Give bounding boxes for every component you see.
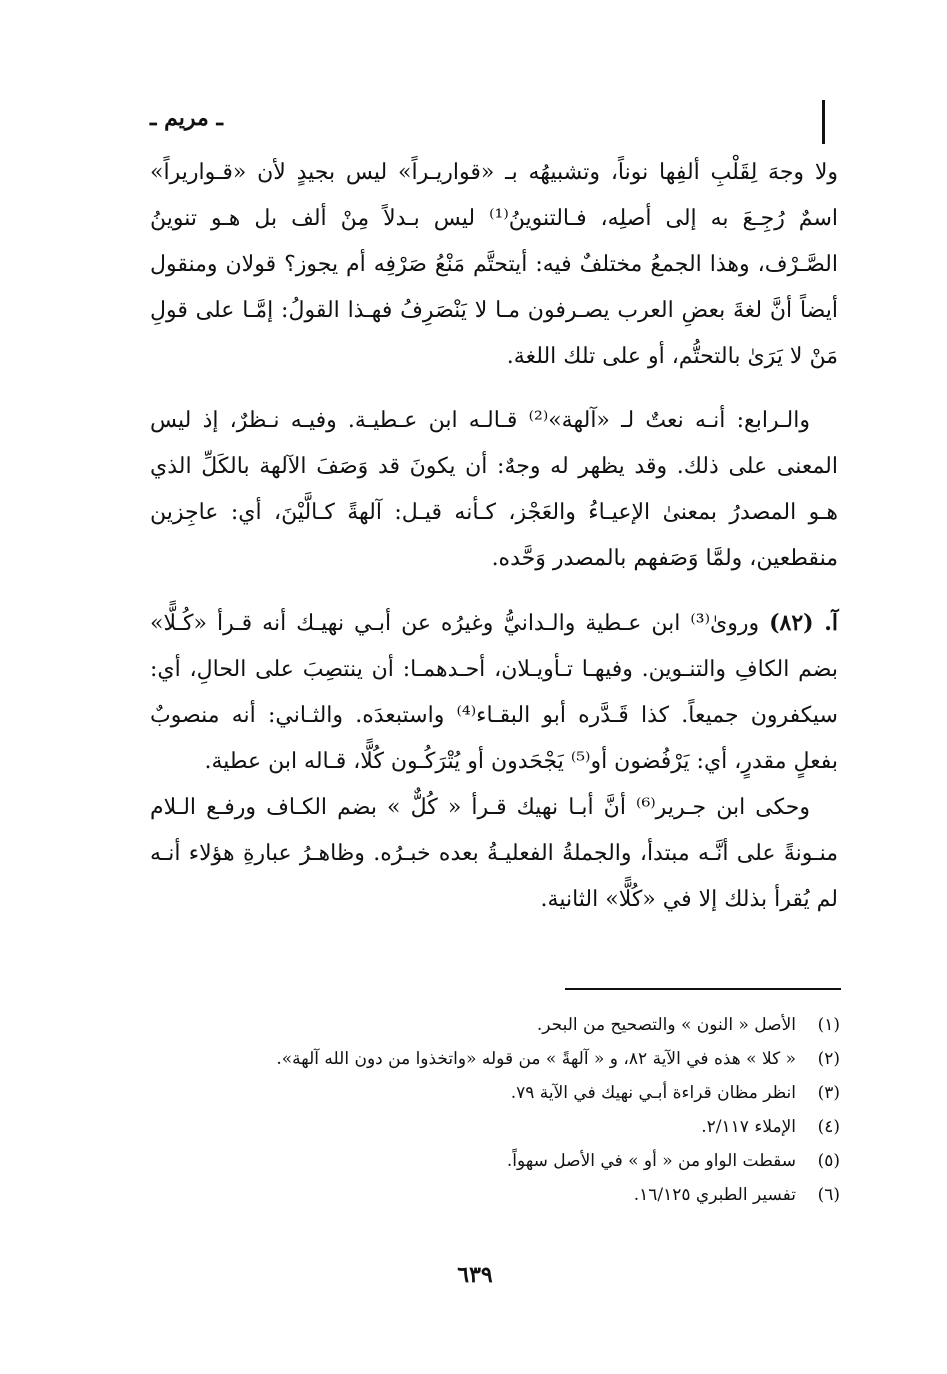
footnote-number: (٢) — [817, 1049, 840, 1069]
footnote-item — [150, 1076, 840, 1110]
footnote-number: (١) — [817, 1015, 840, 1035]
footnote-item — [150, 1178, 840, 1212]
footnote-text: الإملاء ٢/١١٧. — [701, 1117, 796, 1137]
footnote-item — [150, 1042, 840, 1076]
footnote-number: (٤) — [817, 1117, 840, 1137]
footnote-number: (٥) — [817, 1151, 840, 1171]
footnote-number: (٣) — [817, 1083, 840, 1103]
verse-marker: آ. (٨٢) — [769, 610, 839, 636]
footnote-number: (٦) — [817, 1185, 840, 1205]
main-text — [150, 150, 838, 923]
footnote-text: الأصل « النون » والتصحيح من البحر. — [536, 1015, 796, 1035]
running-title: ـ مريم ـ — [150, 105, 223, 131]
paragraph-4: وحكى ابن جـرير⁽⁶⁾ أنَّ أبـا نهيك قـرأ « كُلٌّ » بضم الكـاف ورفـع الـلام منـونةً على أنَّـه مبتدأ، والجملةُ الفعليـةُ بعده خبـرُه. وظاهـرُ عبارةِ هؤلاء أنـه لم يُقرأ بذلك إلا في «كُلًّا» الثانية. — [150, 795, 838, 912]
footnote-text: تفسير الطبري ١٦/١٢٥. — [633, 1185, 796, 1205]
footnotes — [150, 1008, 840, 1212]
footnote-item — [150, 1144, 840, 1178]
footnote-item — [150, 1110, 840, 1144]
footnote-text: « كلا » هذه في الآية ٨٢، و « آلهةً » من قوله «واتخذوا من دون الله آلهة». — [276, 1049, 796, 1069]
corner-mark — [822, 100, 825, 144]
paragraph-2: والـرابع: أنـه نعتٌ لـ «آلهة»⁽²⁾ قـالـه ابن عـطيـة. وفيـه نـظرٌ، إذ ليس المعنى على ذلك. وقد يظهر له وجهٌ: أن يكونَ قد وَصَفَ الآلهة بالكَلِّ الذي هـو المصدرُ بمعنىٰ الإعيـاءُ والعَجْز، كـأنه قيـل: آلهةً كـالَّيْنَ، أي: عاجِزين منقطعين، ولمَّا وَصَفهم بالمصدر وَحَّده. — [150, 408, 838, 571]
footnote-text: سقطت الواو من « أو » في الأصل سهواً. — [506, 1151, 796, 1171]
page-number: ٦٣٩ — [457, 1262, 493, 1288]
footnote-rule — [565, 988, 841, 990]
paragraph-3 — [150, 600, 838, 785]
paragraph-1: ولا وجهَ لِقَلْبِ ألفِها نوناً، وتشبيهُه بـ «قواريـراً» ليس بجيدٍ لأن «قـواريراً» اسمٌ رُجِـعَ به إلى أصلِه، فـالتنوينُ⁽¹⁾ ليس بـدلاً مِنْ ألف بل هـو تنوينُ الصَّـرْف، وهذا الجمعُ مختلفٌ فيه: أيتحتَّم مَنْعُ صَرْفِه أم يجوز؟ قولان ومنقول أيضاً أنَّ لغةَ بعضِ العرب يصـرفون مـا لا يَنْصَرِفُ فهـذا القولُ: إمَّـا على قولِ مَنْ لا يَرَىٰ بالتحتُّم، أو على تلك اللغة. — [150, 160, 838, 369]
footnote-item — [150, 1008, 840, 1042]
paragraph-3-text: ورویٰ⁽³⁾ ابن عـطية والـدانيُّ وغيرُه عن أبـي نهيـك أنه قـرأ «كُـلًّا» بضم الكافِ والتنـوين. وفيهـا تـأويـلان، أحـدهمـا: أن ينتصِبَ على الحالِ، أي: سيكفرون جميعاً. كذا قَـدَّره أبو البقـاء⁽⁴⁾ واستبعدَه. والثـاني: أنه منصوبٌ بفعلٍ مقدرٍ، أي: يَرْفُضون أو⁽⁵⁾ يَجْحَدون أو يُتْرَكُـون كُلًّا، قـاله ابن عطية. — [150, 611, 838, 774]
footnote-text: انظر مظان قراءة أبـي نهيك في الآية ٧٩. — [510, 1083, 796, 1103]
